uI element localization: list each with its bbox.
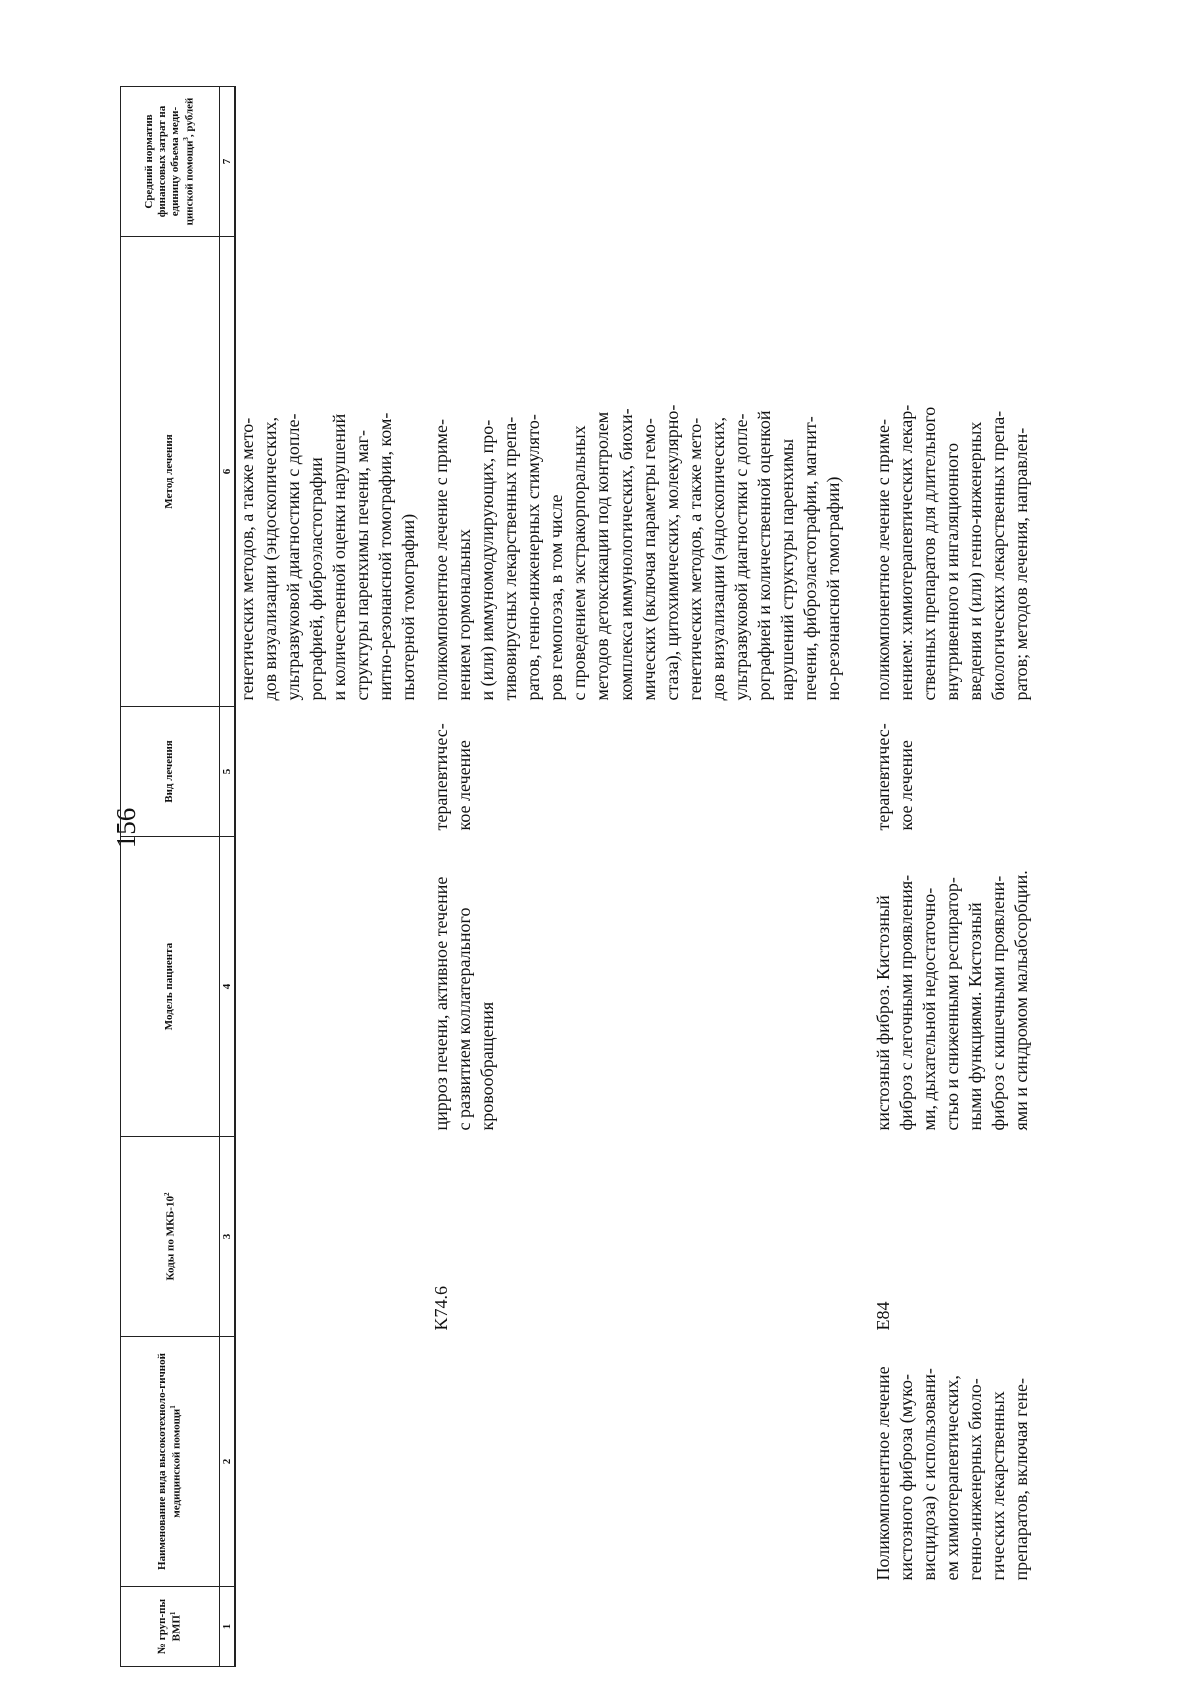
text-line: нением гормональных xyxy=(454,528,475,701)
text-line: нарушений структуры паренхимы xyxy=(776,438,797,701)
header-average-cost: Средний норматив финансовых затрат на единицу объема меди-цинской помощи$^3$, рублей xyxy=(121,87,220,237)
text-line: ров гемопоэза, в том числе xyxy=(546,494,567,701)
column-number: 2 xyxy=(220,1337,236,1587)
text-line: кистозный фиброз. Кистозный xyxy=(873,895,894,1131)
text-line: введения и (или) генно-инженерных xyxy=(965,421,986,701)
cell-vmp-name xyxy=(422,1337,848,1587)
header-group-number: № груп-пы ВМП$^1$ xyxy=(121,1587,220,1667)
text-line: ратов; методов лечения, направлен- xyxy=(1011,427,1032,701)
text-line: ными функциями. Кистозный xyxy=(965,902,986,1131)
text-line: дов визуализации (эндоскопических, xyxy=(260,417,281,701)
table-row xyxy=(235,87,422,1667)
text-line: рографией и количественной оценкой xyxy=(753,410,774,701)
cell-treatment-type xyxy=(422,707,848,837)
cell-average-cost xyxy=(235,87,422,237)
cell-vmp-name xyxy=(235,1337,422,1587)
text-line: печени, фиброэластографии, магнит- xyxy=(799,416,820,701)
text-line: стью и сниженными респиратор- xyxy=(942,877,963,1131)
text-line: структуры паренхимы печени, маг- xyxy=(352,429,373,701)
text-line: внутривенного и ингаляционного xyxy=(942,442,963,701)
rotated-table-wrapper xyxy=(120,87,1080,1667)
text-line: генно-инженерных биоло- xyxy=(965,1378,986,1581)
cell-patient-model xyxy=(848,837,1084,1137)
table-body xyxy=(235,87,1084,1667)
cell-icd-codes: K74.6 xyxy=(431,1286,452,1331)
cell-icd-codes xyxy=(235,1137,422,1337)
cell-group xyxy=(235,1587,422,1667)
text-line: и количественной оценки нарушений xyxy=(329,413,350,701)
text-line: но-резонансной томографии) xyxy=(822,476,843,701)
text-line: поликомпонентное лечение с приме- xyxy=(873,419,894,701)
column-number: 4 xyxy=(220,837,236,1137)
text-line: кистозного фиброза (муко- xyxy=(896,1374,917,1581)
column-number: 5 xyxy=(220,707,236,837)
cell-patient-model xyxy=(235,837,422,1137)
text-line: методов детоксикации под контролем xyxy=(592,411,613,701)
table-row xyxy=(422,87,848,1667)
text-line: ратов, генно-инженерных стимулято- xyxy=(523,414,544,701)
cell-icd-codes: E84 xyxy=(873,1301,894,1331)
text-line: с проведением экстракорпоральных xyxy=(569,425,590,701)
text-line: терапевтичес- xyxy=(431,723,452,831)
text-line: кое лечение xyxy=(896,740,917,831)
text-line: ультразвуковой диагностики с допле- xyxy=(730,413,751,701)
text-line: рографией, фиброэластографии xyxy=(306,457,327,701)
text-line: генетических методов, а также мето- xyxy=(684,417,705,701)
text-line: Поликомпонентное лечение xyxy=(873,1366,894,1581)
cell-treatment-type xyxy=(848,707,1084,837)
page-number: 156 xyxy=(110,807,141,849)
column-number: 7 xyxy=(220,87,236,237)
header-treatment-type: Вид лечения xyxy=(121,707,220,837)
text-line: ем химиотерапевтических, xyxy=(942,1375,963,1581)
header-patient-model: Модель пациента xyxy=(121,837,220,1137)
text-line: препаратов, включая гене- xyxy=(1011,1378,1032,1581)
text-line: дов визуализации (эндоскопических, xyxy=(707,417,728,701)
text-line: ультразвуковой диагностики с допле- xyxy=(283,413,304,701)
text-line: пьютерной томографии) xyxy=(398,513,419,701)
header-icd-codes: Коды по МКБ-$10^2$ xyxy=(121,1137,220,1337)
column-number-row xyxy=(220,87,236,1667)
text-line: и (или) иммуномодулирующих, про- xyxy=(477,419,498,701)
column-number: 1 xyxy=(220,1587,236,1667)
text-line: генетических методов, а также мето- xyxy=(237,417,257,701)
cell-treatment-method xyxy=(235,237,422,707)
text-line: терапевтичес- xyxy=(873,723,894,831)
cell-treatment-method xyxy=(422,237,848,707)
header-vmp-name: Наименование вида высокотехноло-гичной медицинской помощи$^1$ xyxy=(121,1337,220,1587)
text-line: нитно-резонансной томографии, ком- xyxy=(375,412,396,701)
text-line: мических (включая параметры гемо- xyxy=(638,418,659,701)
cell-average-cost xyxy=(422,87,848,237)
cell-group xyxy=(422,1587,848,1667)
text-line: фиброз с легочными проявления- xyxy=(896,874,917,1131)
text-line: кровообращения xyxy=(477,1001,498,1131)
cell-patient-model xyxy=(422,837,848,1137)
cell-treatment-type xyxy=(235,707,422,837)
text-line: стаза), цитохимических, молекулярно- xyxy=(661,404,682,701)
text-line: фиброз с кишечными проявлени- xyxy=(988,875,1009,1131)
text-line: ями и синдромом мальабсорбции. xyxy=(1011,870,1032,1131)
cell-treatment-method xyxy=(848,237,1084,707)
text-line: гических лекарственных xyxy=(988,1391,1009,1581)
column-number: 6 xyxy=(220,237,236,707)
text-line: цирроз печени, активное течение xyxy=(431,876,452,1131)
text-line: тивовирусных лекарственных препа- xyxy=(500,416,521,701)
column-number: 3 xyxy=(220,1137,236,1337)
text-line: комплекса иммунологических, биохи- xyxy=(615,408,636,701)
table-header xyxy=(121,87,236,1667)
text-line: ми, дыхательной недостаточно- xyxy=(919,887,940,1131)
cell-group xyxy=(848,1587,1084,1667)
header-treatment-method: Метод лечения xyxy=(121,237,220,707)
vmp-table xyxy=(120,86,1084,1667)
text-line: кое лечение xyxy=(454,740,475,831)
text-line: нением: химиотерапевтических лекар- xyxy=(896,404,917,701)
table-row xyxy=(848,87,1084,1667)
cell-average-cost xyxy=(848,87,1084,237)
cell-vmp-name xyxy=(848,1337,1084,1587)
text-line: поликомпонентное лечение с приме- xyxy=(431,419,452,701)
text-line: биологических лекарственных препа- xyxy=(988,410,1009,701)
text-line: с развитием коллатерального xyxy=(454,907,475,1131)
text-line: висцидоза) с использовани- xyxy=(919,1368,940,1581)
text-line: ственных препаратов для длительного xyxy=(919,406,940,701)
